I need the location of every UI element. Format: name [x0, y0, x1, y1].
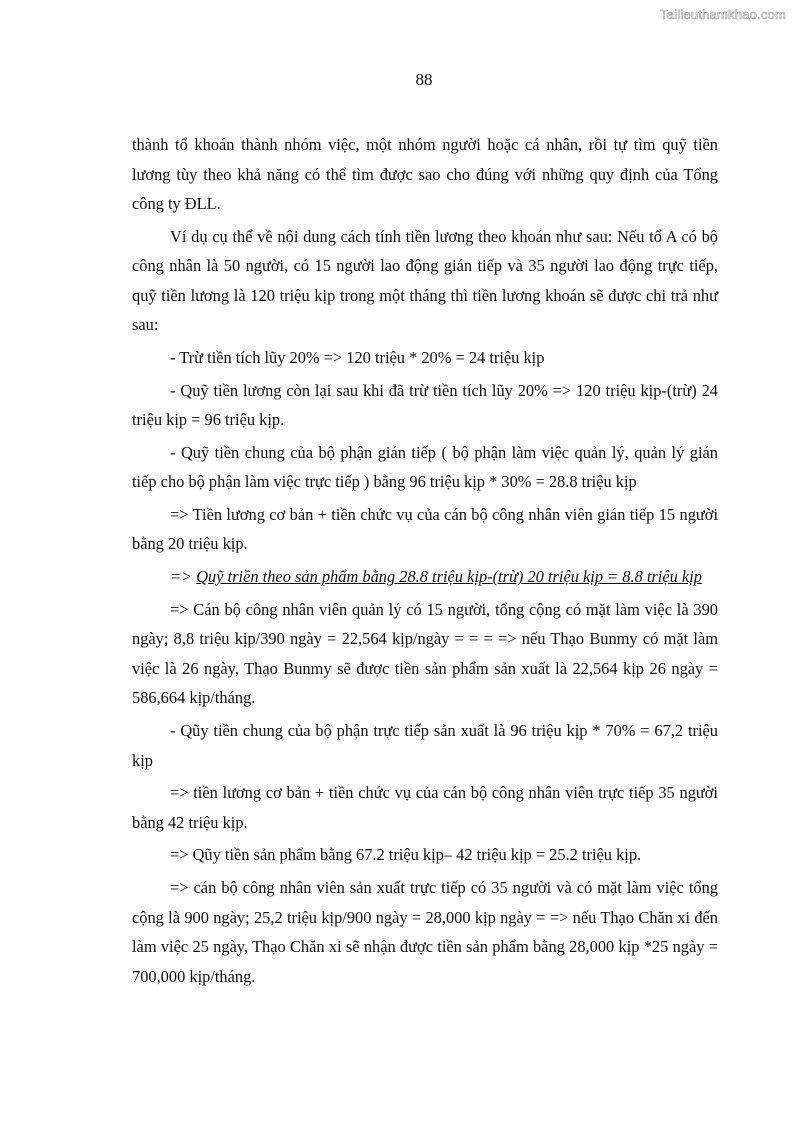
- paragraph-8: => Cán bộ công nhân viên quản lý có 15 người, tổng cộng có mặt làm việc là 390 ngày; 8,8 triệu kịp/390 ngày = 22,564 kịp/ngày = = = => nếu Thạo Bunmy có mặt làm việc là 26 ngày, Thạo Bunmy sẽ được tiền sản phẩm sản xuất là 22,564 kịp 26 ngày = 586,664 kịp/tháng.: [132, 599, 718, 708]
- paragraph-1: thành tổ khoán thành nhóm việc, một nhóm người hoặc cá nhân, rồi tự tìm quỹ tiền lương tùy theo khả năng có thể tìm được sao cho đúng với những quy định của Tổng công ty ĐLL.: [132, 135, 718, 213]
- paragraph-11: => Qũy tiền sản phẩm bằng 67.2 triệu kịp– 42 triệu kịp = 25.2 triệu kịp.: [170, 845, 642, 865]
- paragraph-2: Ví dụ cụ thể về nội dung cách tính tiền lương theo khoán như sau: Nếu tổ A có bộ công nhân là 50 người, có 15 người lao động gián tiếp và 35 người lao động trực tiếp, quỹ tiền lương là 120 triệu kịp trong một tháng thì tiền lương khoán sẽ được chi trả như sau:: [132, 226, 718, 335]
- document-body: [132, 130, 718, 994]
- paragraph-4: - Quỹ tiền lương còn lại sau khi đã trừ tiền tích lũy 20% => 120 triệu kịp-(trừ) 24 triệu kịp = 96 triệu kịp.: [132, 380, 718, 430]
- paragraph-5: - Quỹ tiền chung của bộ phận gián tiếp ( bộ phận làm việc quản lý, quản lý gián tiếp cho bộ phận làm việc trực tiếp ) bằng 96 triệu kịp * 30% = 28.8 triệu kịp: [132, 442, 718, 492]
- paragraph-6: => Tiền lương cơ bản + tiền chức vụ của cán bộ công nhân viên gián tiếp 15 người bằng 20 triệu kịp.: [132, 504, 718, 554]
- paragraph-12: => cán bộ công nhân viên sản xuất trực tiếp có 35 người và có mặt làm việc tổng cộng là 900 ngày; 25,2 triệu kịp/900 ngày = 28,000 kịp ngày = => nếu Thạo Chăn xi đến làm việc 25 ngày, Thạo Chăn xi sẽ nhận được tiền sản phẩm bằng 28,000 kịp *25 ngày = 700,000 kịp/tháng.: [132, 878, 718, 986]
- paragraph-7-text: Quỹ triền theo sản phẩm bằng 28.8 triệu kịp-(trừ) 20 triệu kịp = 8.8 triệu kịp: [196, 567, 702, 587]
- paragraph-7: [132, 562, 718, 592]
- paragraph-3: - Trừ tiền tích lũy 20% => 120 triệu * 20% = 24 triệu kịp: [170, 347, 545, 367]
- italic-arrow-prefix: =>: [170, 567, 197, 587]
- paragraph-10: => tiền lương cơ bản + tiền chức vụ của cán bộ công nhân viên trực tiếp 35 người bằng 42 triệu kịp.: [132, 783, 718, 832]
- paragraph-9: - Qũy tiền chung của bộ phận trực tiếp sản xuất là 96 triệu kịp * 70% = 67,2 triệu kịp: [132, 721, 718, 770]
- watermark: Tailieuthamkhao.com: [660, 7, 786, 22]
- page-number: 88: [415, 70, 433, 89]
